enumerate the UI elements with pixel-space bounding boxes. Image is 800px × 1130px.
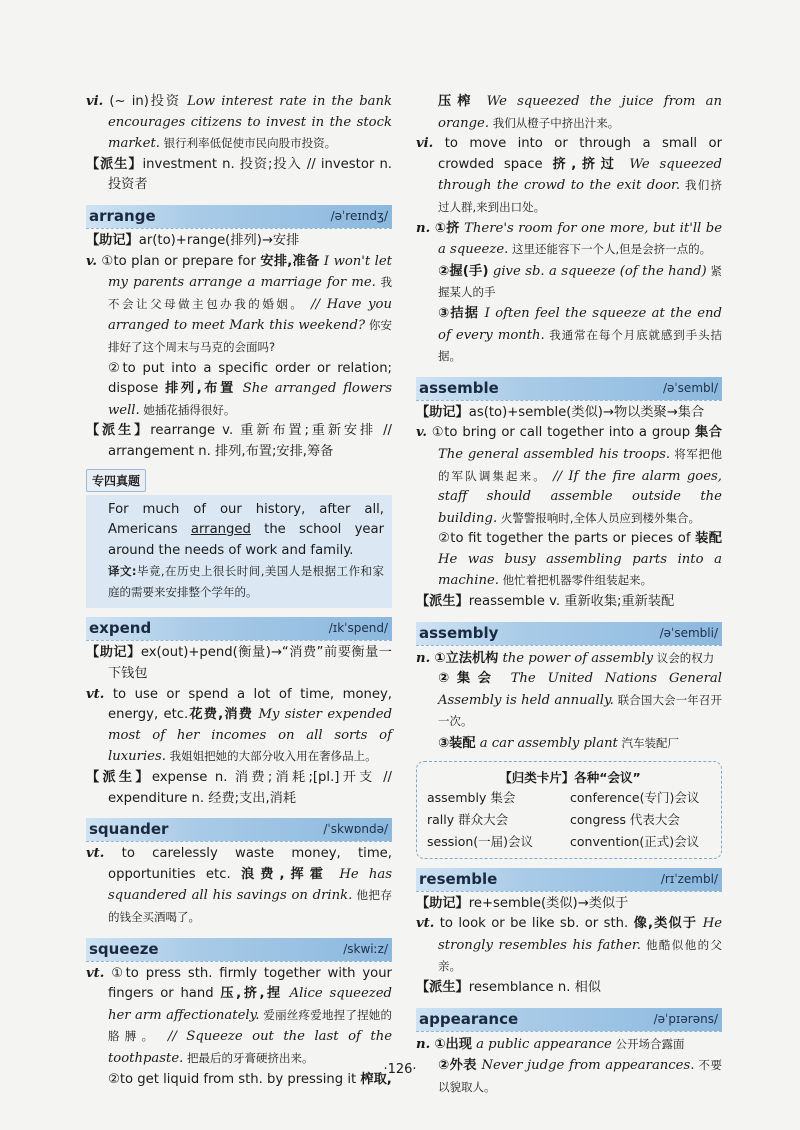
entry-header-squander [86,818,392,841]
squeeze-n-2: ②握(手) give sb. a squeeze (of the hand) 紧握某人的手 [438,263,722,300]
headword: arrange [89,206,156,225]
card-item: conference(专门)会议 [570,789,700,805]
headword: expend [89,619,152,638]
exam-english: For much of our history, after all, Americans arranged the school year around the needs of work and family. [108,501,384,558]
expend-def-1: vt. to use or spend a lot of time, money, energy, etc.花费,消费 My sister expended most of her incomes on all sorts of luxuries. 我姐姐把她的大部分收入用在奢侈品上。 [86,686,393,765]
headword: squander [89,820,169,839]
entry-header-squeeze [86,938,392,961]
appearance-def-2: ②外表 Never judge from appearances. 不要以貌取人。 [438,1058,722,1094]
assemble-def-1: v. ①to bring or call together into a group 集合 The general assembled his troops. 将军把他的军队调集起来。 // If the fire alarm goes, staff should assemble outside the building. 火警警报响时,全体人员应到楼外集合。 [416,425,723,526]
phonetic: /əˈreɪndʒ/ [330,208,388,223]
appearance-def-1: n. ①出现 a public appearance 公开场合露面 [416,1036,685,1052]
card-item: congress 代表大会 [570,811,680,827]
phonetic: /əˈsembl/ [662,380,718,395]
resemble-derivative: 【派生】resemblance n. 相似 [416,980,601,995]
arrange-derivative: 【派生】rearrange v. 重新布置;重新安排 // arrangement n. 排列,布置;安排,筹备 [86,423,392,459]
assembly-def-1: n. ①立法机构 the power of assembly 议会的权力 [416,650,715,666]
card-item: convention(正式)会议 [570,833,700,849]
squander-def-1: vt. to carelessly waste money, time, opportunities etc. 浪费,挥霍 He has squandered all his savings on drink. 他把存的钱全买酒喝了。 [86,846,393,924]
entry-header-assemble [416,377,722,400]
assembly-def-3: ③装配 a car assembly plant 汽车装配厂 [438,736,680,752]
expend-derivative: 【派生】expense n. 消费;消耗;[pl.]开支 // expenditure n. 经费;支出,消耗 [86,770,392,806]
phonetic: /skwiːz/ [343,941,388,956]
card-item: assembly 集会 [427,789,516,805]
arrange-mnemonic: 【助记】ar(to)+range(排列)→安排 [86,232,300,248]
entry-header-expend [86,617,392,640]
resemble-mnemonic: 【助记】re+semble(类似)→类似于 [416,895,629,911]
entry-header-arrange [86,205,392,228]
resemble-def-1: vt. to look or be like sb. or sth. 像,类似于 He strongly resembles his father. 他酷似他的父亲。 [416,916,722,974]
headword: resemble [419,869,498,888]
invest-vi-definition: vi. (~ in)投资 Low interest rate in the bank encourages citizens to invest in the stock market. 银行利率低促使市民向股市投资。 [86,94,392,152]
squeeze-n-1: n. ①挤 There's room for one more, but it'll be a squeeze. 这里还能容下一个人,但是会挤一点的。 [416,220,722,258]
exam-translation: 译文:毕竟,在历史上很长时间,美国人是根据工作和家庭的需要来安排整个学年的。 [108,564,384,599]
headword: assembly [419,623,499,642]
assemble-derivative: 【派生】reassemble v. 重新收集;重新装配 [416,594,675,610]
card-item: session(一届)会议 [427,833,534,849]
squeeze-def-2-cont: 压榨 We squeezed the juice from an orange. 我们从橙子中挤出汁来。 [438,94,722,131]
phonetic: /rɪˈzembl/ [660,871,718,886]
squeeze-def-1: vt. ①to press sth. firmly together with your fingers or hand 压,挤,捏 Alice squeezed her arm affectionately. 爱丽丝疼爱地捏了捏她的胳膊。 // Squeeze out the last of the toothpaste. 把最后的牙膏硬挤出来。 [86,965,393,1066]
squeeze-n-3: ③拮据 I often feel the squeeze at the end of every month. 我通常在每个月底就感到手头拮据。 [438,305,722,364]
headword: appearance [419,1009,519,1028]
arrange-def-2: ②to put into a specific order or relation; dispose 排列,布置 She arranged flowers well. 她插花插得很好。 [108,360,392,418]
phonetic: /əˈpɪərəns/ [653,1011,718,1026]
arrange-def-1: v. ①to plan or prepare for 安排,准备 I won't let my parents arrange a marriage for me. 我不会让父母做主包办我的婚姻。 // Have you arranged to meet Mark this weekend? 你安排好了这个周末与马克的会面吗? [86,253,392,354]
phonetic: /ˈskwɒndə/ [323,822,388,837]
invest-derivative: 【派生】investment n. 投资;投入 // investor n. 投资者 [86,156,392,193]
entry-header-appearance [416,1008,722,1031]
category-card-title: 【归类卡片】各种“会议” [499,769,641,785]
assembly-def-2: ②集会 The United Nations General Assembly is held annually. 联合国大会一年召开一次。 [438,671,722,729]
entry-header-resemble [416,868,722,891]
exam-tag: 专四真题 [86,469,146,492]
card-item: rally 群众大会 [427,811,509,827]
left-column [86,92,392,1090]
category-card [416,761,722,859]
right-column [416,92,722,1098]
assemble-def-2: ②to fit together the parts or pieces of 装配 He was busy assembling parts into a machine. 他忙着把机器零件组装起来。 [438,531,722,589]
exam-box [86,495,392,609]
squeeze-vi: vi. to move into or through a small or crowded space 挤,挤过 We squeezed through the crowd to the exit door. 我们挤过人群,来到出口处。 [416,136,723,214]
phonetic: /əˈsembli/ [659,625,718,640]
headword: squeeze [89,939,159,958]
expend-mnemonic: 【助记】ex(out)+pend(衡量)→“消费”前要衡量一下钱包 [86,645,392,682]
headword: assemble [419,378,499,397]
entry-header-assembly [416,622,722,645]
assemble-mnemonic: 【助记】as(to)+semble(类似)→物以类聚→集合 [416,404,705,420]
page-number: ·126· [383,1062,417,1077]
squeeze-def-2: ②to get liquid from sth. by pressing it 榨取, [108,1071,392,1087]
phonetic: /ɪkˈspend/ [328,621,388,636]
